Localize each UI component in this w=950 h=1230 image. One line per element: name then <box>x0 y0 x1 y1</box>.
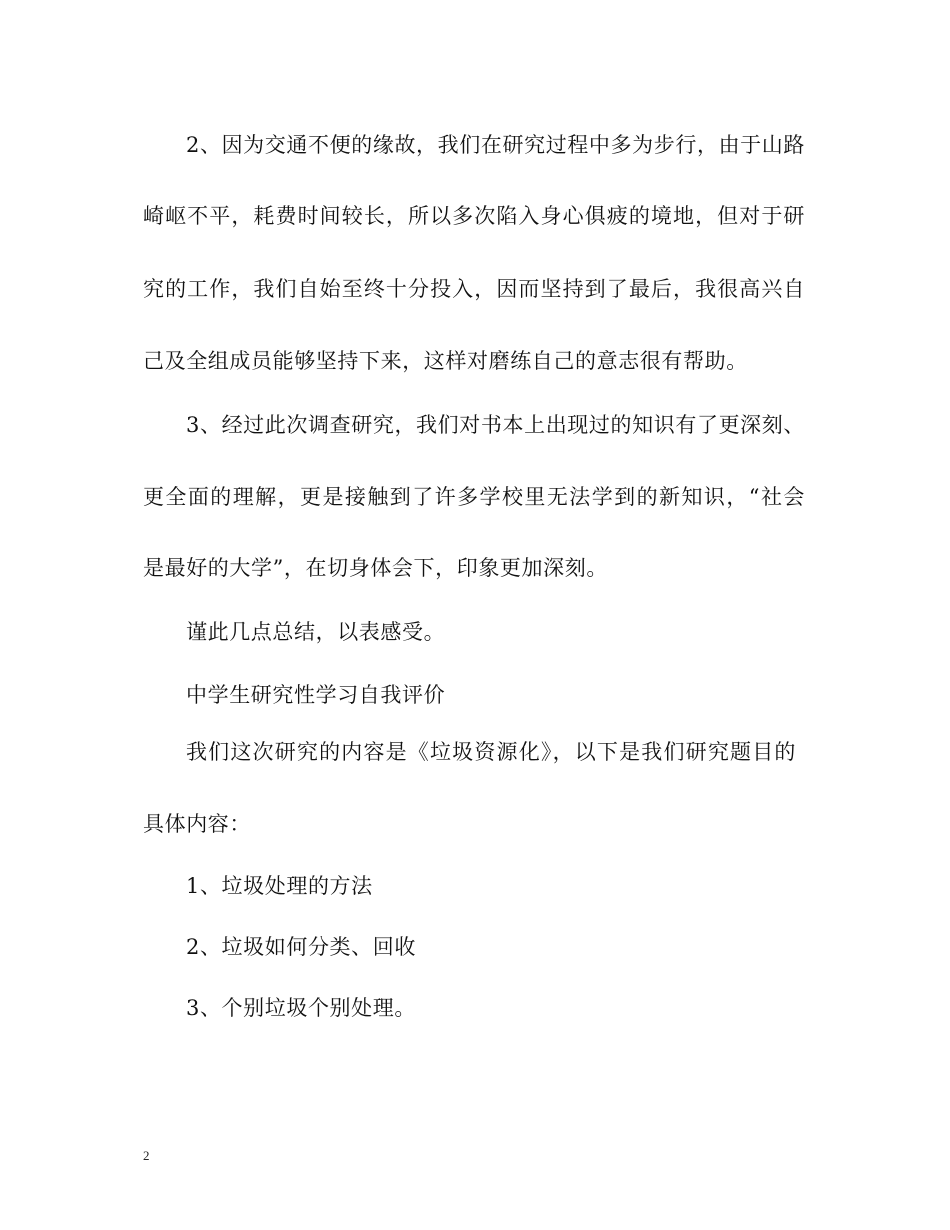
paragraph-line: 2、因为交通不便的缘故，我们在研究过程中多为步行，由于山路 <box>186 133 805 157</box>
section-heading: 中学生研究性学习自我评价 <box>186 683 446 707</box>
paragraph-line: 我们这次研究的内容是《垃圾资源化》，以下是我们研究题目的 <box>186 740 796 764</box>
paragraph-line: 是最好的大学”，在切身体会下，印象更加深刻。 <box>143 556 608 580</box>
list-item: 2、垃圾如何分类、回收 <box>186 935 416 959</box>
paragraph-line: 更全面的理解，更是接触到了许多学校里无法学到的新知识，“社会 <box>143 485 805 509</box>
paragraph-line: 崎岖不平，耗费时间较长，所以多次陷入身心俱疲的境地，但对于研 <box>143 204 805 228</box>
list-item: 1、垃圾处理的方法 <box>186 874 373 898</box>
page-number: 2 <box>143 1148 150 1163</box>
paragraph-line: 谨此几点总结，以表感受。 <box>186 620 446 644</box>
paragraph-line: 具体内容： <box>143 812 251 836</box>
list-item: 3、个别垃圾个别处理。 <box>186 996 416 1020</box>
paragraph-line: 3、经过此次调查研究，我们对书本上出现过的知识有了更深刻、 <box>186 413 805 437</box>
paragraph-line: 己及全组成员能够坚持下来，这样对磨练自己的意志很有帮助。 <box>143 349 748 373</box>
paragraph-line: 究的工作，我们自始至终十分投入，因而坚持到了最后，我很高兴自 <box>143 277 805 301</box>
